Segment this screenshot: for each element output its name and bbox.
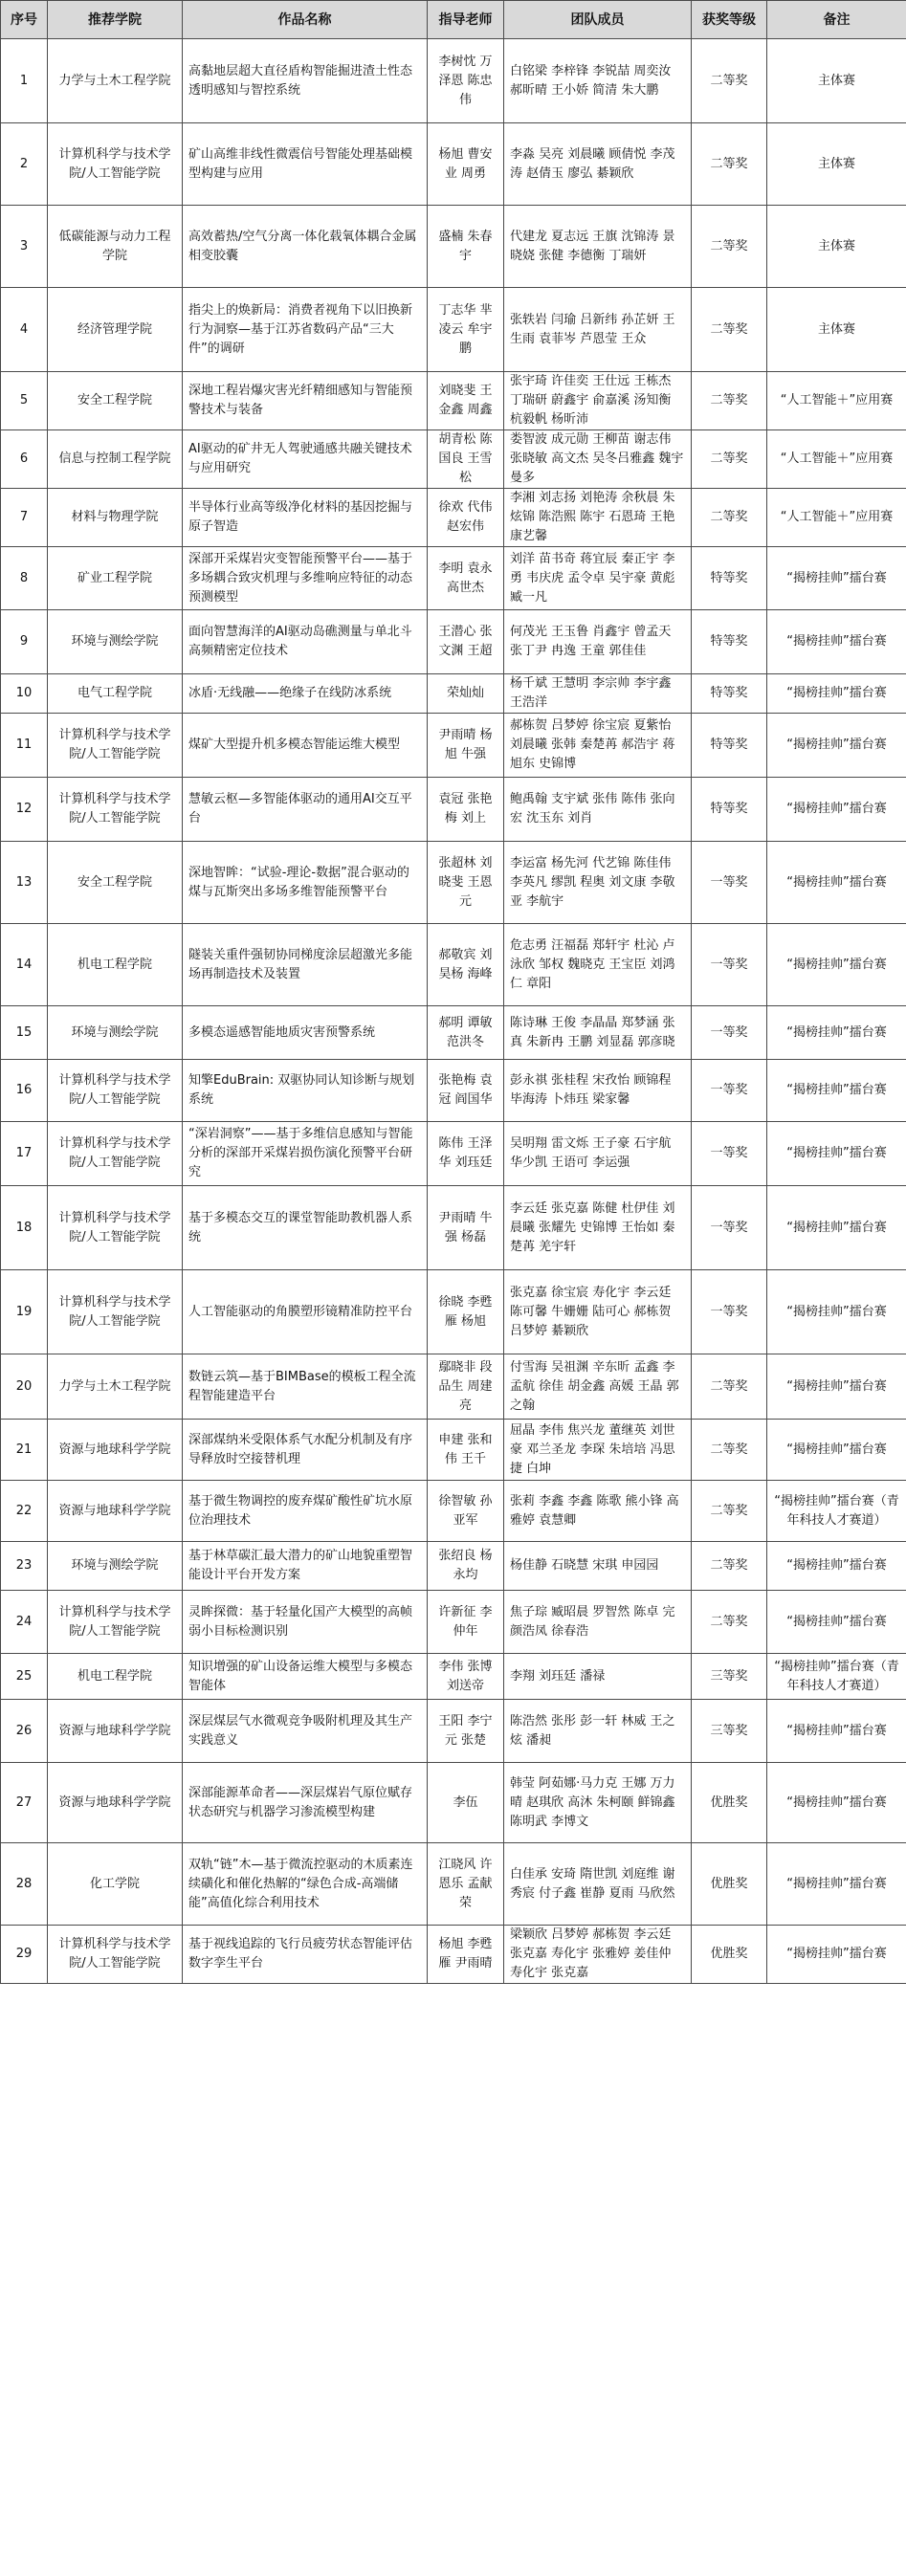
cell-work-name: 基于多模态交互的课堂智能助教机器人系统 [183,1186,428,1270]
cell-team: 张克嘉 徐宝宸 寿化宇 李云廷 陈可馨 牛姗姗 陆可心 郝栋贺 吕梦婷 綦颖欣 [504,1270,692,1354]
cell-no: 17 [1,1122,48,1186]
cell-award: 三等奖 [692,1654,767,1700]
cell-work-name: 慧敏云枢—多智能体驱动的通用AI交互平台 [183,778,428,842]
cell-team: 代建龙 夏志远 王旗 沈锦涛 景晓娆 张健 李德衡 丁瑞妍 [504,206,692,288]
cell-college: 电气工程学院 [48,674,183,714]
cell-advisor: 杨旭 李甦雁 尹雨晴 [428,1926,504,1984]
cell-college: 机电工程学院 [48,924,183,1006]
cell-note: “揭榜挂帅”擂台赛 [767,924,906,1006]
cell-award: 一等奖 [692,1006,767,1060]
cell-team: 屈晶 李伟 焦兴龙 董继英 刘世豪 邓兰圣龙 李琛 朱培培 冯思捷 白坤 [504,1420,692,1481]
cell-advisor: 陈伟 王泽华 刘珏廷 [428,1122,504,1186]
cell-team: 焦子琮 臧昭晨 罗智然 陈卓 完颜浩凤 徐春浩 [504,1591,692,1654]
table-row [1,1420,906,1481]
cell-work-name: 煤矿大型提升机多模态智能运维大模型 [183,714,428,778]
cell-note: “人工智能＋”应用赛 [767,489,906,547]
cell-work-name: 基于林草碳汇最大潜力的矿山地貌重塑智能设计平台开发方案 [183,1542,428,1591]
table-row [1,778,906,842]
cell-award: 一等奖 [692,842,767,924]
table-row [1,674,906,714]
cell-award: 一等奖 [692,1270,767,1354]
cell-note: 主体赛 [767,206,906,288]
cell-college: 环境与测绘学院 [48,1542,183,1591]
cell-advisor: 徐晓 李甦雁 杨旭 [428,1270,504,1354]
cell-team: 李运富 杨先河 代艺锦 陈佳伟 李英凡 缪凯 程奥 刘文康 李敬亚 李航宇 [504,842,692,924]
cell-note: “揭榜挂帅”擂台赛 [767,1060,906,1122]
cell-note: “揭榜挂帅”擂台赛 [767,714,906,778]
cell-college: 材料与物理学院 [48,489,183,547]
cell-note: “揭榜挂帅”擂台赛 [767,1591,906,1654]
cell-college: 计算机科学与技术学院/人工智能学院 [48,1591,183,1654]
header-no: 序号 [1,1,48,39]
cell-team: 郝栋贺 吕梦婷 徐宝宸 夏紫怡 刘晨曦 张韩 秦楚苒 郝浩宇 蒋旭东 史锦博 [504,714,692,778]
cell-work-name: 知擎EduBrain: 双驱协同认知诊断与规划系统 [183,1060,428,1122]
cell-note: “揭榜挂帅”擂台赛 [767,610,906,674]
cell-college: 安全工程学院 [48,372,183,430]
header-row [1,1,906,39]
cell-college: 计算机科学与技术学院/人工智能学院 [48,1186,183,1270]
cell-college: 化工学院 [48,1843,183,1926]
cell-note: 主体赛 [767,39,906,123]
cell-no: 20 [1,1354,48,1420]
cell-team: 陈诗琳 王俊 李晶晶 郑梦涵 张真 朱新冉 王鹏 刘显磊 郭彦晓 [504,1006,692,1060]
cell-note: 主体赛 [767,288,906,372]
table-row [1,372,906,430]
cell-team: 白铭梁 李梓锋 李锐喆 周奕汝 郝昕晴 王小娇 简清 朱大鹏 [504,39,692,123]
cell-note: “揭榜挂帅”擂台赛 [767,842,906,924]
cell-college: 计算机科学与技术学院/人工智能学院 [48,1122,183,1186]
cell-award: 一等奖 [692,924,767,1006]
table-body [1,39,906,1984]
cell-work-name: 矿山高维非线性微震信号智能处理基础模型构建与应用 [183,123,428,206]
cell-no: 6 [1,430,48,489]
header-award: 获奖等级 [692,1,767,39]
table-row [1,489,906,547]
cell-team: 白佳承 安琦 隋世凯 刘庭维 谢秀宸 付子鑫 崔静 夏雨 马欣然 [504,1843,692,1926]
cell-award: 二等奖 [692,1542,767,1591]
cell-advisor: 徐智敏 孙亚军 [428,1481,504,1542]
table-row [1,1060,906,1122]
cell-award: 优胜奖 [692,1926,767,1984]
table-row [1,547,906,610]
cell-work-name: 冰盾·无线融——绝缘子在线防冰系统 [183,674,428,714]
cell-no: 28 [1,1843,48,1926]
cell-note: “揭榜挂帅”擂台赛 [767,1763,906,1843]
cell-college: 机电工程学院 [48,1654,183,1700]
cell-award: 三等奖 [692,1700,767,1763]
cell-team: 梁颖欣 吕梦婷 郝栋贺 李云廷 张克嘉 寿化宇 张雅婷 姜佳仲 寿化宇 张克嘉 [504,1926,692,1984]
cell-work-name: 深部开采煤岩灾变智能预警平台——基于多场耦合致灾机理与多维响应特征的动态预测模型 [183,547,428,610]
cell-award: 特等奖 [692,714,767,778]
cell-team: 杨佳静 石晓慧 宋琪 申园园 [504,1542,692,1591]
cell-note: “揭榜挂帅”擂台赛 [767,1354,906,1420]
table-row [1,288,906,372]
cell-note: “揭榜挂帅”擂台赛 [767,1420,906,1481]
cell-no: 14 [1,924,48,1006]
cell-no: 27 [1,1763,48,1843]
table-row [1,610,906,674]
cell-note: “揭榜挂帅”擂台赛 [767,1270,906,1354]
cell-note: “人工智能＋”应用赛 [767,372,906,430]
cell-advisor: 张艳梅 袁冠 阎国华 [428,1060,504,1122]
table-row [1,1542,906,1591]
cell-work-name: 深部煤纳米受限体系气水配分机制及有序导释放时空接替机理 [183,1420,428,1481]
cell-award: 二等奖 [692,288,767,372]
cell-work-name: 深地工程岩爆灾害光纤精细感知与智能预警技术与装备 [183,372,428,430]
cell-advisor: 李树忱 万泽恩 陈忠伟 [428,39,504,123]
cell-team: 张轶岩 闫瑜 吕新纬 孙芷妍 王生雨 袁菲岑 芦恩莹 王众 [504,288,692,372]
cell-work-name: 指尖上的焕新局：消费者视角下以旧换新行为洞察—基于江苏省数码产品“三大件”的调研 [183,288,428,372]
cell-work-name: 人工智能驱动的角膜塑形镜精准防控平台 [183,1270,428,1354]
cell-no: 19 [1,1270,48,1354]
table-row [1,1843,906,1926]
cell-college: 计算机科学与技术学院/人工智能学院 [48,778,183,842]
cell-college: 资源与地球科学学院 [48,1420,183,1481]
cell-no: 25 [1,1654,48,1700]
table-row [1,1700,906,1763]
cell-advisor: 荣灿灿 [428,674,504,714]
cell-award: 优胜奖 [692,1843,767,1926]
cell-team: 吴明翔 雷文烁 王子豪 石宇航 华少凯 王语可 李运强 [504,1122,692,1186]
cell-no: 18 [1,1186,48,1270]
cell-work-name: 高效蓄热/空气分离一体化载氧体耦合金属相变胶囊 [183,206,428,288]
cell-team: 李淼 吴亮 刘晨曦 顾倩悦 李茂涛 赵倩玉 廖弘 綦颖欣 [504,123,692,206]
header-note: 备注 [767,1,906,39]
cell-award: 特等奖 [692,778,767,842]
cell-award: 一等奖 [692,1186,767,1270]
cell-work-name: 隧装关重件强韧协同梯度涂层超激光多能场再制造技术及装置 [183,924,428,1006]
cell-note: “揭榜挂帅”擂台赛（青年科技人才赛道） [767,1481,906,1542]
cell-award: 二等奖 [692,206,767,288]
cell-college: 低碳能源与动力工程学院 [48,206,183,288]
cell-award: 二等奖 [692,1354,767,1420]
cell-team: 韩莹 阿茹娜·马力克 王娜 万力晴 赵琪欣 高沐 朱柯颐 鲜锦鑫 陈明武 李博文 [504,1763,692,1843]
cell-team: 李湘 刘志扬 刘艳涛 余秋晨 朱炫锦 陈浩熙 陈宇 石恩琦 王艳 康艺馨 [504,489,692,547]
cell-team: 鲍禹翰 支宇斌 张伟 陈伟 张向宏 沈玉东 刘肖 [504,778,692,842]
cell-award: 优胜奖 [692,1763,767,1843]
cell-award: 二等奖 [692,1481,767,1542]
cell-no: 1 [1,39,48,123]
table-row [1,1763,906,1843]
cell-note: “揭榜挂帅”擂台赛 [767,547,906,610]
table-row [1,123,906,206]
cell-no: 4 [1,288,48,372]
header-college: 推荐学院 [48,1,183,39]
table-row [1,1654,906,1700]
cell-team: 陈浩然 张彤 彭一轩 林威 王之炫 潘昶 [504,1700,692,1763]
cell-advisor: 尹雨晴 牛强 杨磊 [428,1186,504,1270]
cell-award: 二等奖 [692,489,767,547]
cell-advisor: 许新征 李仲年 [428,1591,504,1654]
header-advisor: 指导老师 [428,1,504,39]
cell-note: “人工智能＋”应用赛 [767,430,906,489]
cell-no: 24 [1,1591,48,1654]
table-row [1,842,906,924]
cell-advisor: 王潜心 张文渊 王超 [428,610,504,674]
cell-work-name: 双轨“链”木—基于微流控驱动的木质素连续磺化和催化热解的“绿色合成-高端储能”高值化综合利用技术 [183,1843,428,1926]
cell-work-name: 深部能源革命者——深层煤岩气原位赋存状态研究与机器学习渗流模型构建 [183,1763,428,1843]
cell-work-name: 数链云筑—基于BIMBase的模板工程全流程智能建造平台 [183,1354,428,1420]
table-row [1,430,906,489]
cell-team: 何茂光 王玉鲁 肖鑫宇 曾孟天 张丁尹 冉逸 王童 郭佳佳 [504,610,692,674]
cell-award: 二等奖 [692,39,767,123]
cell-college: 信息与控制工程学院 [48,430,183,489]
header-team: 团队成员 [504,1,692,39]
cell-advisor: 鄢晓非 段品生 周建亮 [428,1354,504,1420]
cell-note: “揭榜挂帅”擂台赛（青年科技人才赛道） [767,1654,906,1700]
table-row [1,1926,906,1984]
cell-award: 一等奖 [692,1060,767,1122]
cell-advisor: 刘晓斐 王金鑫 周鑫 [428,372,504,430]
cell-work-name: 面向智慧海洋的AI驱动岛礁测量与单北斗高频精密定位技术 [183,610,428,674]
cell-advisor: 张超林 刘晓斐 王恩元 [428,842,504,924]
table-header [1,1,906,39]
cell-note: “揭榜挂帅”擂台赛 [767,1542,906,1591]
cell-no: 13 [1,842,48,924]
cell-work-name: 半导体行业高等级净化材料的基因挖掘与原子智造 [183,489,428,547]
cell-award: 二等奖 [692,123,767,206]
cell-college: 安全工程学院 [48,842,183,924]
cell-team: 张宇琦 许佳奕 王仕远 王栋杰 丁瑞研 蔚鑫宇 俞嘉溪 汤知衡 杭毅帆 杨昕沛 [504,372,692,430]
cell-work-name: 深地智眸：“试验-理论-数据”混合驱动的煤与瓦斯突出多场多维智能预警平台 [183,842,428,924]
cell-no: 5 [1,372,48,430]
cell-note: “揭榜挂帅”擂台赛 [767,1186,906,1270]
cell-no: 9 [1,610,48,674]
cell-work-name: 基于微生物调控的废弃煤矿酸性矿坑水原位治理技术 [183,1481,428,1542]
cell-team: 付雪海 吴祖渊 辛东昕 孟鑫 李孟航 徐佳 胡金鑫 高媛 王晶 郭之翰 [504,1354,692,1420]
cell-no: 8 [1,547,48,610]
cell-no: 29 [1,1926,48,1984]
table-row [1,39,906,123]
table-row [1,1006,906,1060]
table-row [1,1122,906,1186]
cell-no: 15 [1,1006,48,1060]
cell-college: 力学与土木工程学院 [48,1354,183,1420]
cell-advisor: 徐欢 代伟 赵宏伟 [428,489,504,547]
table-row [1,1270,906,1354]
cell-advisor: 申建 张和伟 王千 [428,1420,504,1481]
cell-college: 力学与土木工程学院 [48,39,183,123]
cell-award: 特等奖 [692,674,767,714]
cell-work-name: 灵眸探微：基于轻量化国产大模型的高帧弱小目标检测识别 [183,1591,428,1654]
cell-team: 李云廷 张克嘉 陈健 杜伊佳 刘晨曦 张耀先 史锦博 王怡如 秦楚苒 羌宇轩 [504,1186,692,1270]
cell-advisor: 江晓风 许恩乐 孟献荣 [428,1843,504,1926]
cell-no: 12 [1,778,48,842]
cell-note: 主体赛 [767,123,906,206]
cell-note: “揭榜挂帅”擂台赛 [767,1843,906,1926]
cell-advisor: 郝敬宾 刘昊杨 海峰 [428,924,504,1006]
cell-college: 计算机科学与技术学院/人工智能学院 [48,1270,183,1354]
cell-college: 资源与地球科学学院 [48,1481,183,1542]
cell-college: 资源与地球科学学院 [48,1700,183,1763]
cell-note: “揭榜挂帅”擂台赛 [767,1700,906,1763]
cell-work-name: 高黏地层超大直径盾构智能掘进渣土性态透明感知与智控系统 [183,39,428,123]
cell-college: 资源与地球科学学院 [48,1763,183,1843]
cell-advisor: 李明 袁永 高世杰 [428,547,504,610]
cell-no: 10 [1,674,48,714]
cell-no: 3 [1,206,48,288]
cell-work-name: AI驱动的矿井无人驾驶通感共融关键技术与应用研究 [183,430,428,489]
cell-college: 经济管理学院 [48,288,183,372]
cell-no: 23 [1,1542,48,1591]
cell-advisor: 张绍良 杨永均 [428,1542,504,1591]
table-row [1,924,906,1006]
cell-college: 矿业工程学院 [48,547,183,610]
cell-team: 彭永祺 张桂程 宋孜怡 顾锦程 毕海涛 卜炜珏 梁家馨 [504,1060,692,1122]
cell-team: 张莉 李鑫 李鑫 陈歌 熊小锋 高雅婷 袁慧卿 [504,1481,692,1542]
cell-no: 7 [1,489,48,547]
cell-college: 计算机科学与技术学院/人工智能学院 [48,714,183,778]
cell-team: 刘洋 苗书奇 蒋宜辰 秦正宇 李勇 韦庆虎 孟令卓 吴宇豪 黄彪 臧一凡 [504,547,692,610]
cell-advisor: 尹雨晴 杨旭 牛强 [428,714,504,778]
cell-no: 21 [1,1420,48,1481]
header-work-name: 作品名称 [183,1,428,39]
cell-advisor: 盛楠 朱春宇 [428,206,504,288]
cell-no: 26 [1,1700,48,1763]
cell-award: 二等奖 [692,1420,767,1481]
table-row [1,1591,906,1654]
cell-note: “揭榜挂帅”擂台赛 [767,1122,906,1186]
cell-team: 杨千斌 王慧明 李宗帅 李宇鑫 王浩洋 [504,674,692,714]
cell-no: 22 [1,1481,48,1542]
cell-advisor: 袁冠 张艳梅 刘上 [428,778,504,842]
cell-work-name: 知识增强的矿山设备运维大模型与多模态智能体 [183,1654,428,1700]
cell-advisor: 王阳 李宁元 张楚 [428,1700,504,1763]
table-row [1,1354,906,1420]
cell-award: 二等奖 [692,1591,767,1654]
cell-note: “揭榜挂帅”擂台赛 [767,674,906,714]
cell-no: 2 [1,123,48,206]
cell-team: 娄智波 成元勋 王柳苗 谢志伟 张晓敏 高文杰 吴冬吕雅鑫 魏宇 曼多 [504,430,692,489]
cell-advisor: 胡青松 陈国良 王雪松 [428,430,504,489]
cell-note: “揭榜挂帅”擂台赛 [767,1006,906,1060]
cell-no: 11 [1,714,48,778]
cell-college: 计算机科学与技术学院/人工智能学院 [48,123,183,206]
table-row [1,206,906,288]
cell-award: 特等奖 [692,610,767,674]
cell-advisor: 李伟 张博 刘送帝 [428,1654,504,1700]
cell-college: 环境与测绘学院 [48,1006,183,1060]
cell-college: 环境与测绘学院 [48,610,183,674]
table-row [1,1186,906,1270]
cell-advisor: 李伍 [428,1763,504,1843]
cell-advisor: 杨旭 曹安业 周勇 [428,123,504,206]
table-row [1,714,906,778]
cell-advisor: 郝明 谭敏 范洪冬 [428,1006,504,1060]
cell-college: 计算机科学与技术学院/人工智能学院 [48,1060,183,1122]
cell-award: 二等奖 [692,372,767,430]
cell-note: “揭榜挂帅”擂台赛 [767,1926,906,1984]
cell-team: 李翔 刘珏廷 潘禄 [504,1654,692,1700]
cell-no: 16 [1,1060,48,1122]
cell-college: 计算机科学与技术学院/人工智能学院 [48,1926,183,1984]
cell-award: 二等奖 [692,430,767,489]
cell-award: 一等奖 [692,1122,767,1186]
cell-work-name: 多模态遥感智能地质灾害预警系统 [183,1006,428,1060]
cell-work-name: 深层煤层气水微观竞争吸附机理及其生产实践意义 [183,1700,428,1763]
cell-award: 特等奖 [692,547,767,610]
cell-advisor: 丁志华 芈凌云 牟宇鹏 [428,288,504,372]
cell-work-name: “深岩洞察”——基于多维信息感知与智能分析的深部开采煤岩损伤演化预警平台研究 [183,1122,428,1186]
cell-work-name: 基于视线追踪的飞行员疲劳状态智能评估数字孪生平台 [183,1926,428,1984]
table-row [1,1481,906,1542]
cell-note: “揭榜挂帅”擂台赛 [767,778,906,842]
cell-team: 危志勇 汪福磊 郑轩宇 杜沁 卢泳欣 邹权 魏晓克 王宝臣 刘鸿仁 章阳 [504,924,692,1006]
